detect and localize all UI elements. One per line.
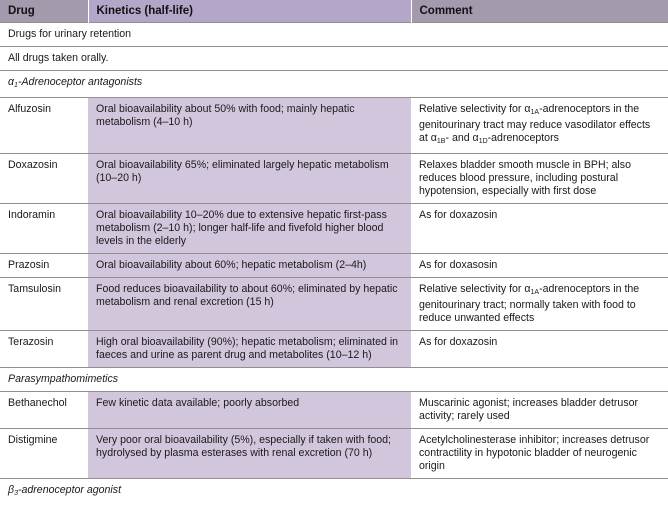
header-drug: Drug [0, 0, 88, 23]
comment-cell [411, 278, 668, 331]
section-beta-label: -adrenoceptor agonist [18, 484, 121, 496]
comment-cell: As for doxazosin [411, 331, 668, 368]
drug-name: Terazosin [0, 331, 88, 368]
comment-cell: As for doxasosin [411, 254, 668, 278]
comment-text: - and α [445, 132, 478, 144]
alpha-subscript: 1 [14, 82, 18, 89]
drug-name: Prazosin [0, 254, 88, 278]
drug-name: Alfuzosin [0, 98, 88, 154]
header-kinetics: Kinetics (half-life) [88, 0, 411, 23]
kinetics-cell: High oral bioavailability (90%); hepatic metabolism; eliminated in faeces and urine as parent drug and metabolites (10–12 h) [88, 331, 411, 368]
comment-cell: Relaxes bladder smooth muscle in BPH; also reduces blood pressure, including postural hypotension, especially with first dose [411, 154, 668, 204]
kinetics-cell: Few kinetic data available; poorly absorbed [88, 392, 411, 429]
header-row [0, 0, 668, 23]
comment-text: Relative selectivity for α [419, 283, 531, 295]
section-beta-title [0, 479, 668, 505]
header-comment: Comment [411, 0, 668, 23]
beta-symbol: β [8, 484, 14, 496]
table-row [0, 154, 668, 204]
group-note: All drugs taken orally. [0, 47, 668, 71]
section-para-title: Parasympathomimetics [0, 368, 668, 392]
comment-subscript: 1B [437, 138, 446, 145]
table-row [0, 98, 668, 154]
note-row [0, 47, 668, 71]
comment-cell: As for doxazosin [411, 204, 668, 254]
table-row [0, 204, 668, 254]
drug-name: Distigmine [0, 429, 88, 479]
section-alpha-label: -Adrenoceptor antagonists [18, 76, 142, 88]
comment-cell: Acetylcholinesterase inhibitor; increases detrusor contractility in hypotonic bladder of neurogenic origin [411, 429, 668, 479]
alpha-symbol: α [8, 76, 14, 88]
kinetics-cell: Oral bioavailability about 50% with food; mainly hepatic metabolism (4–10 h) [88, 98, 411, 154]
kinetics-cell: Oral bioavailability 10–20% due to extensive hepatic first-pass metabolism (2–10 h); longer half-life and fivefold higher blood levels in the elderly [88, 204, 411, 254]
section-row-alpha [0, 71, 668, 98]
kinetics-cell: Very poor oral bioavailability (5%), especially if taken with food; hydrolysed by plasma esterases with renal excretion (70 h) [88, 429, 411, 479]
comment-text: Relative selectivity for α [419, 103, 531, 115]
drug-name: Doxazosin [0, 154, 88, 204]
comment-subscript: 1A [531, 109, 540, 116]
comment-cell: Muscarinic agonist; increases bladder detrusor activity; rarely used [411, 392, 668, 429]
drug-name: Tamsulosin [0, 278, 88, 331]
kinetics-cell: Oral bioavailability about 60%; hepatic metabolism (2–4h) [88, 254, 411, 278]
comment-text: -adrenoceptors in the genitourinary tract may reduce vasodilator effects at α [419, 103, 650, 144]
comment-text: -adrenoceptors in the genitourinary tract; normally taken with food to reduce unwanted effects [419, 283, 639, 324]
drug-name: Bethanechol [0, 392, 88, 429]
section-row-para [0, 368, 668, 392]
comment-cell [411, 98, 668, 154]
beta-subscript: 3 [14, 490, 18, 497]
group-title-row [0, 23, 668, 47]
section-row-beta [0, 479, 668, 505]
comment-text: -adrenoceptors [488, 132, 559, 144]
table-row [0, 392, 668, 429]
group-title: Drugs for urinary retention [0, 23, 668, 47]
table-row [0, 278, 668, 331]
table-row [0, 254, 668, 278]
kinetics-cell: Oral bioavailability 65%; eliminated largely hepatic metabolism (10–20 h) [88, 154, 411, 204]
table-row [0, 429, 668, 479]
drug-name: Indoramin [0, 204, 88, 254]
table-row [0, 331, 668, 368]
comment-subscript: 1D [479, 138, 488, 145]
section-alpha-title [0, 71, 668, 98]
kinetics-cell: Food reduces bioavailability to about 60%; eliminated by hepatic metabolism and renal excretion (15 h) [88, 278, 411, 331]
comment-subscript: 1A [531, 289, 540, 296]
